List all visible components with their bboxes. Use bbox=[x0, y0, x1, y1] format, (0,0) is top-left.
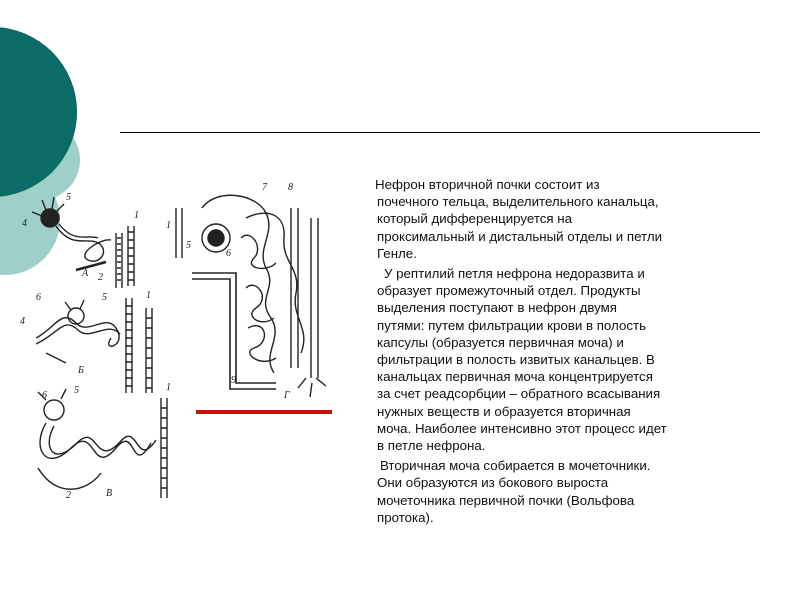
text-line: проксимальный и дистальный отделы и петли bbox=[377, 228, 663, 244]
svg-text:6: 6 bbox=[226, 248, 231, 259]
panel-label-g: Г bbox=[284, 390, 290, 401]
paragraph-1 bbox=[375, 176, 770, 262]
text-line: нужных веществ и образуется вторичная bbox=[377, 403, 631, 419]
text-line: мочеточника первичной почки (Вольфова bbox=[377, 492, 635, 508]
panel-label-b: Б bbox=[78, 365, 84, 376]
svg-text:1: 1 bbox=[166, 382, 171, 393]
nephron-diagram bbox=[16, 178, 346, 528]
text-line: Генле. bbox=[377, 245, 417, 261]
text-line: капсулы (образуется первичная моча) и bbox=[377, 334, 624, 350]
text-line: выделения поступают в нефрон двумя bbox=[377, 300, 617, 316]
svg-text:1: 1 bbox=[134, 210, 139, 221]
text-line: путями: путем фильтрации крови в полость bbox=[377, 317, 647, 333]
svg-text:4: 4 bbox=[20, 316, 25, 327]
nephron-panel-g bbox=[176, 195, 326, 397]
text-line: Нефрон вторичной почки состоит из bbox=[375, 177, 600, 192]
svg-text:2: 2 bbox=[66, 490, 71, 501]
text-line: фильтрации в полость извитых канальцев. В bbox=[377, 352, 655, 368]
svg-text:5: 5 bbox=[66, 192, 71, 203]
svg-text:5: 5 bbox=[102, 292, 107, 303]
svg-text:8: 8 bbox=[288, 182, 293, 193]
svg-text:6: 6 bbox=[36, 292, 41, 303]
text-line: Вторичная моча собирается в мочеточники. bbox=[380, 458, 651, 474]
text-line: Они образуются из бокового выроста bbox=[377, 475, 609, 491]
svg-text:5: 5 bbox=[74, 385, 79, 396]
svg-text:4: 4 bbox=[22, 218, 27, 229]
svg-text:1: 1 bbox=[146, 290, 151, 301]
panel-label-v: В bbox=[106, 488, 113, 499]
panel-label-a: А bbox=[82, 268, 89, 279]
svg-text:1: 1 bbox=[166, 220, 171, 231]
title-divider-line bbox=[120, 132, 760, 133]
content-text bbox=[375, 176, 770, 529]
nephron-panel-b bbox=[36, 298, 152, 393]
text-line: почечного тельца, выделительного канальца, bbox=[377, 194, 659, 210]
text-line: протока). bbox=[377, 509, 434, 525]
svg-text:9: 9 bbox=[231, 375, 236, 386]
paragraph-2 bbox=[375, 265, 770, 454]
nephron-panel-c bbox=[38, 389, 167, 498]
svg-text:7: 7 bbox=[262, 182, 267, 193]
paragraph-3 bbox=[375, 457, 770, 526]
text-line: за счет реадсорбции – обратного всасывания bbox=[377, 386, 661, 402]
text-line: образует промежуточный отдел. Продукты bbox=[377, 283, 641, 299]
text-line: У рептилий петля нефрона недоразвита и bbox=[384, 266, 645, 282]
svg-text:5: 5 bbox=[186, 240, 191, 251]
text-line: который дифференцируется на bbox=[377, 211, 573, 227]
text-line: моча. Наиболее интенсивно этот процесс идет bbox=[377, 420, 667, 436]
red-accent-line bbox=[196, 410, 332, 414]
svg-text:2: 2 bbox=[98, 272, 103, 283]
svg-text:6: 6 bbox=[42, 390, 47, 401]
text-line: в петле нефрона. bbox=[377, 438, 486, 454]
text-line: канальцах первичная моча концентрируется bbox=[377, 369, 653, 385]
